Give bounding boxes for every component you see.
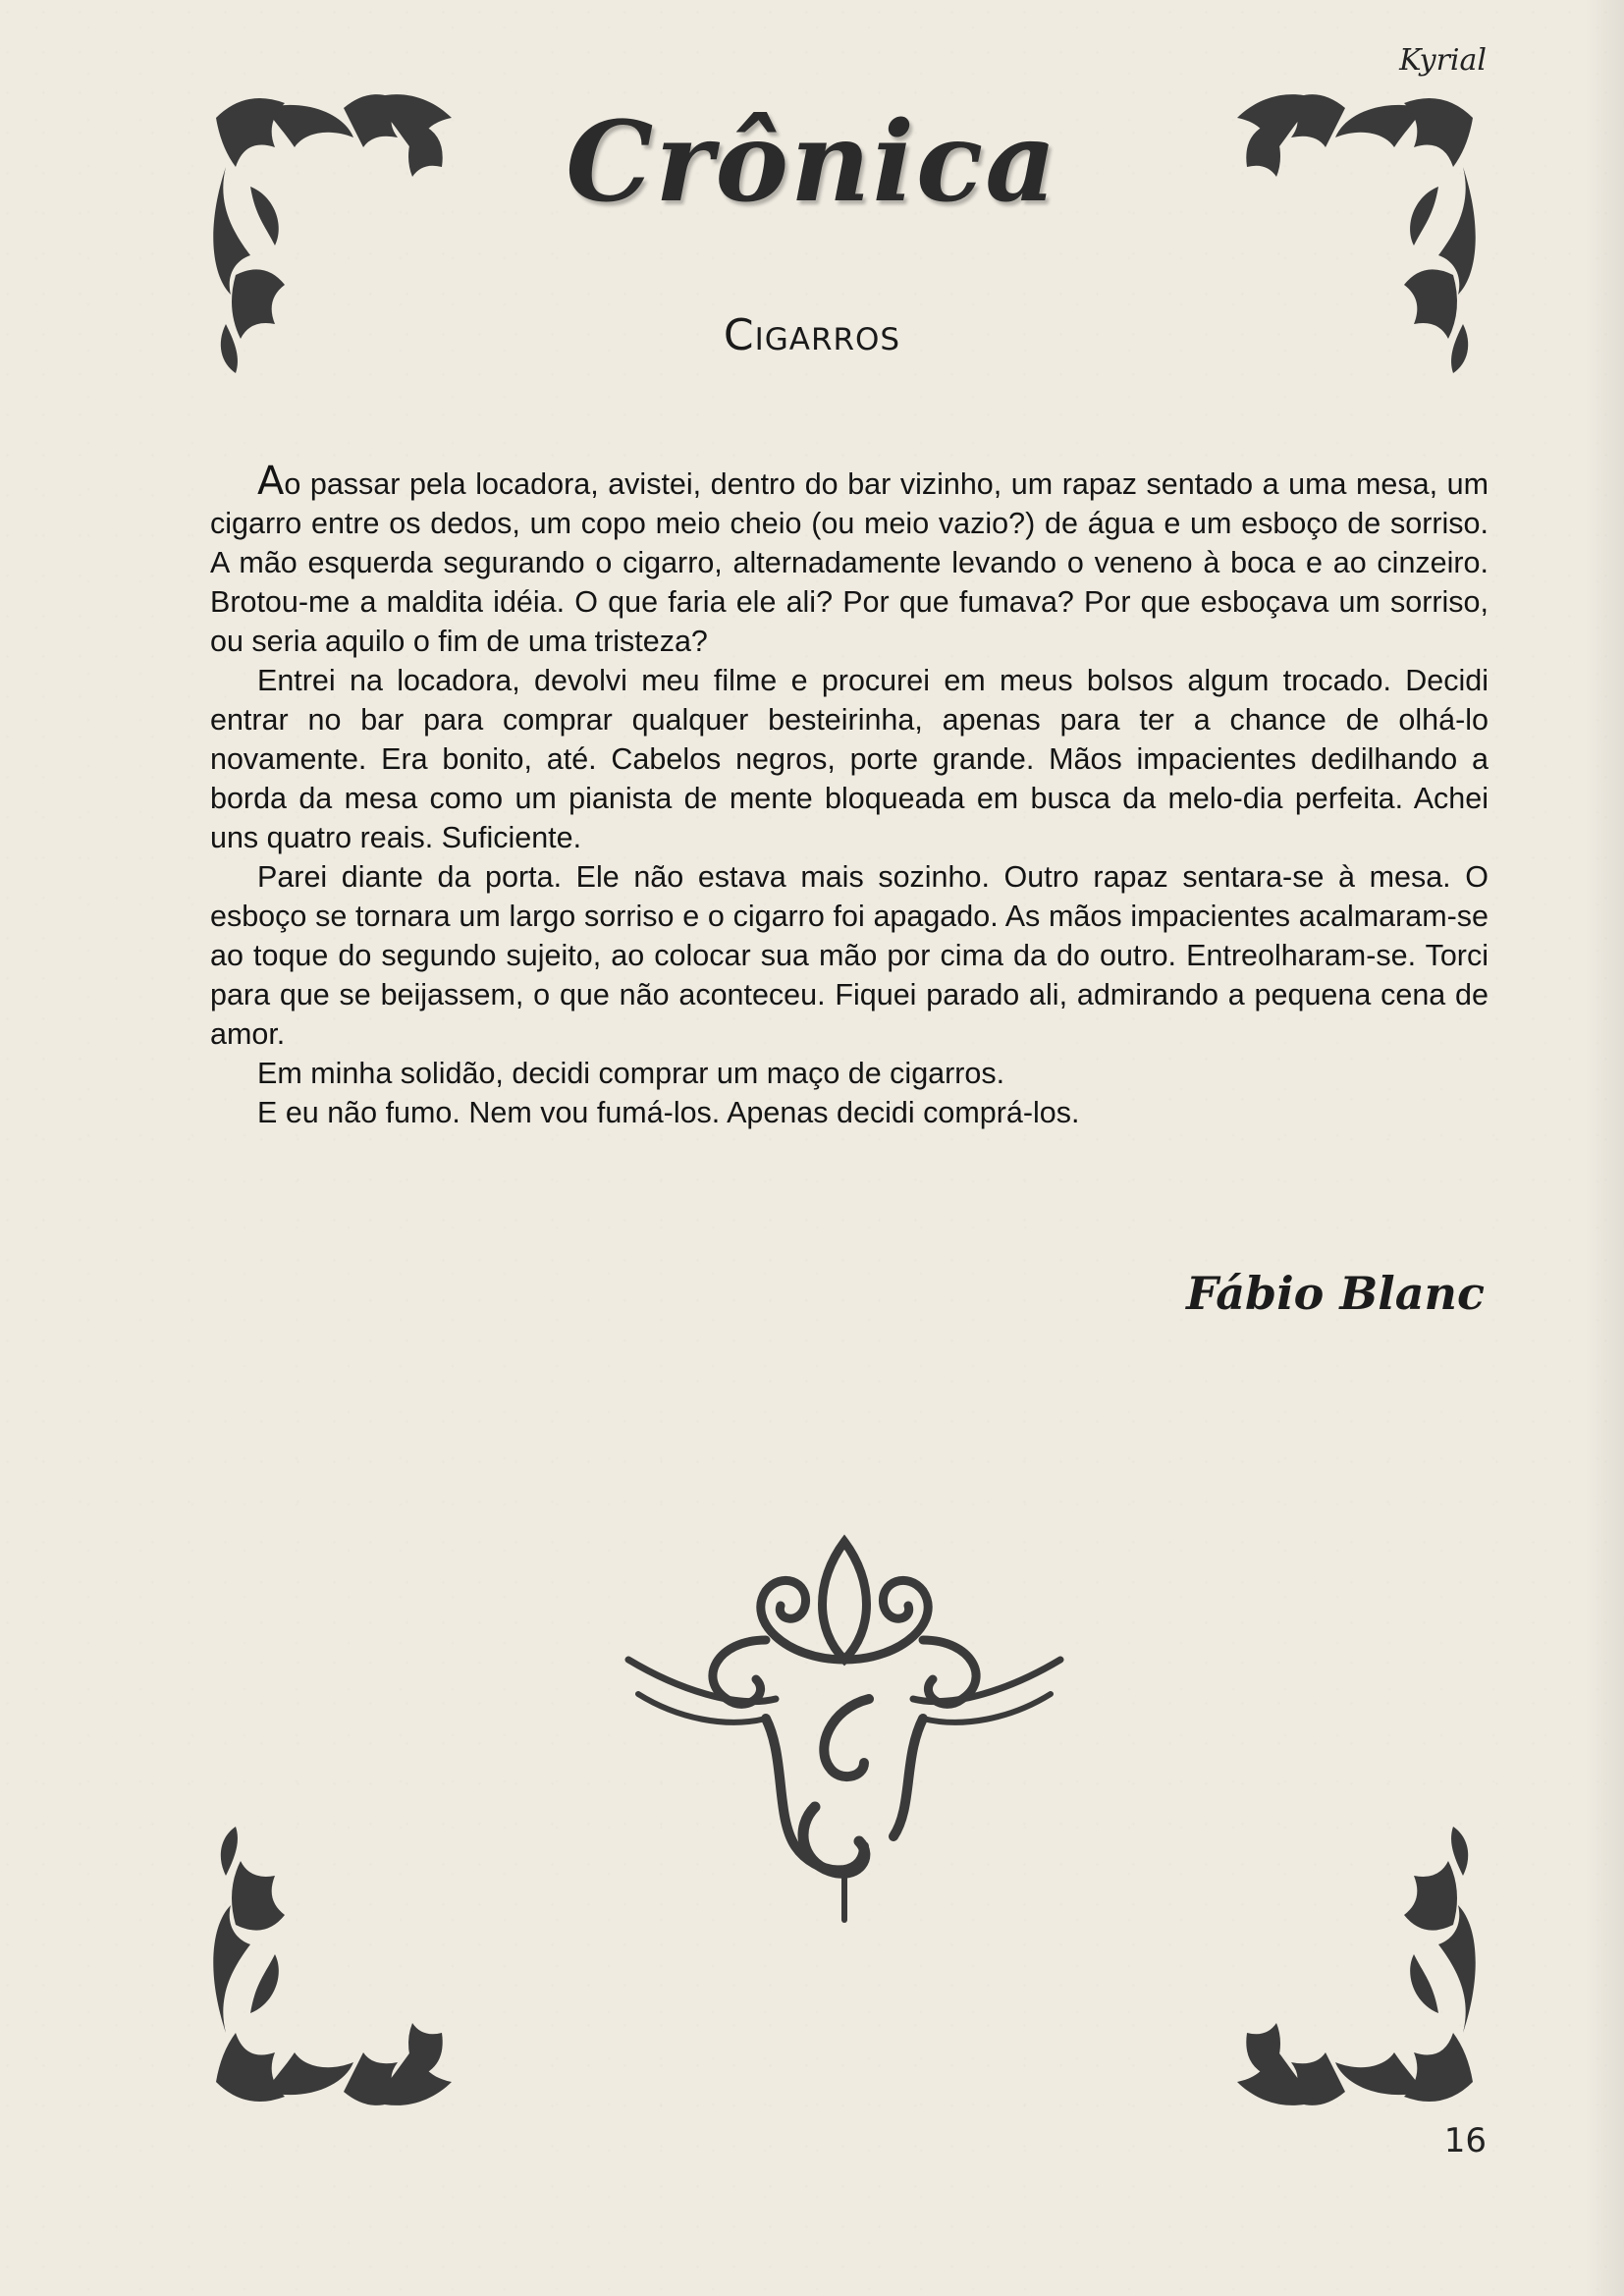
story-body bbox=[210, 459, 1489, 1132]
story-paragraph bbox=[210, 459, 1489, 661]
corner-ornament-bottom-right-icon bbox=[1218, 1827, 1483, 2121]
swirl-flourish-ornament-icon bbox=[619, 1522, 1070, 1935]
section-title: Crônica bbox=[566, 98, 1058, 227]
corner-ornament-bottom-left-icon bbox=[206, 1827, 471, 2121]
story-paragraph: Em minha solidão, decidi comprar um maço de cigarros. bbox=[257, 1057, 1005, 1090]
paragraph-text: o passar pela locadora, avistei, dentro do bar vizinho, um rapaz sentado a uma mesa, um cigarro entre os dedos, um copo meio cheio (ou meio vazio?) de água e um esboço de sorriso. A mão esquerda segurando o cigarro, alternadamente levando o veneno à boca e ao cinzeiro. Brotou-me a maldita idéia. O que faria ele ali? Por que fumava? Por que esboçava um sorriso, ou seria aquilo o fim de uma tristeza? bbox=[210, 467, 1489, 658]
dropcap-letter: A bbox=[257, 459, 285, 504]
story-paragraph: Entrei na locadora, devolvi meu filme e procurei em meus bolsos algum trocado. Decidi entrar no bar para comprar qualquer besteirinha, apenas para ter a chance de olhá-lo novamente. Era bonito, até. Cabelos negros, porte grande. Mãos impacientes dedilhando a borda da mesa como um pianista de mente bloqueada em busca da melo-dia perfeita. Achei uns quatro reais. Suficiente. bbox=[210, 664, 1489, 854]
story-title: Cigarros bbox=[723, 310, 901, 360]
magazine-name: Kyrial bbox=[1399, 43, 1487, 78]
page-number: 16 bbox=[1443, 2121, 1487, 2160]
story-paragraph: Parei diante da porta. Ele não estava mais sozinho. Outro rapaz sentara-se à mesa. O esboço se tornara um largo sorriso e o cigarro foi apagado. As mãos impacientes acalmaram-se ao toque do segundo sujeito, ao colocar sua mão por cima da do outro. Entreolharam-se. Torci para que se beijassem, o que não aconteceu. Fiquei parado ali, admirando a pequena cena de amor. bbox=[210, 860, 1489, 1051]
author-signature: Fábio Blanc bbox=[1186, 1267, 1485, 1320]
story-paragraph: E eu não fumo. Nem vou fumá-los. Apenas decidi comprá-los. bbox=[257, 1096, 1080, 1129]
